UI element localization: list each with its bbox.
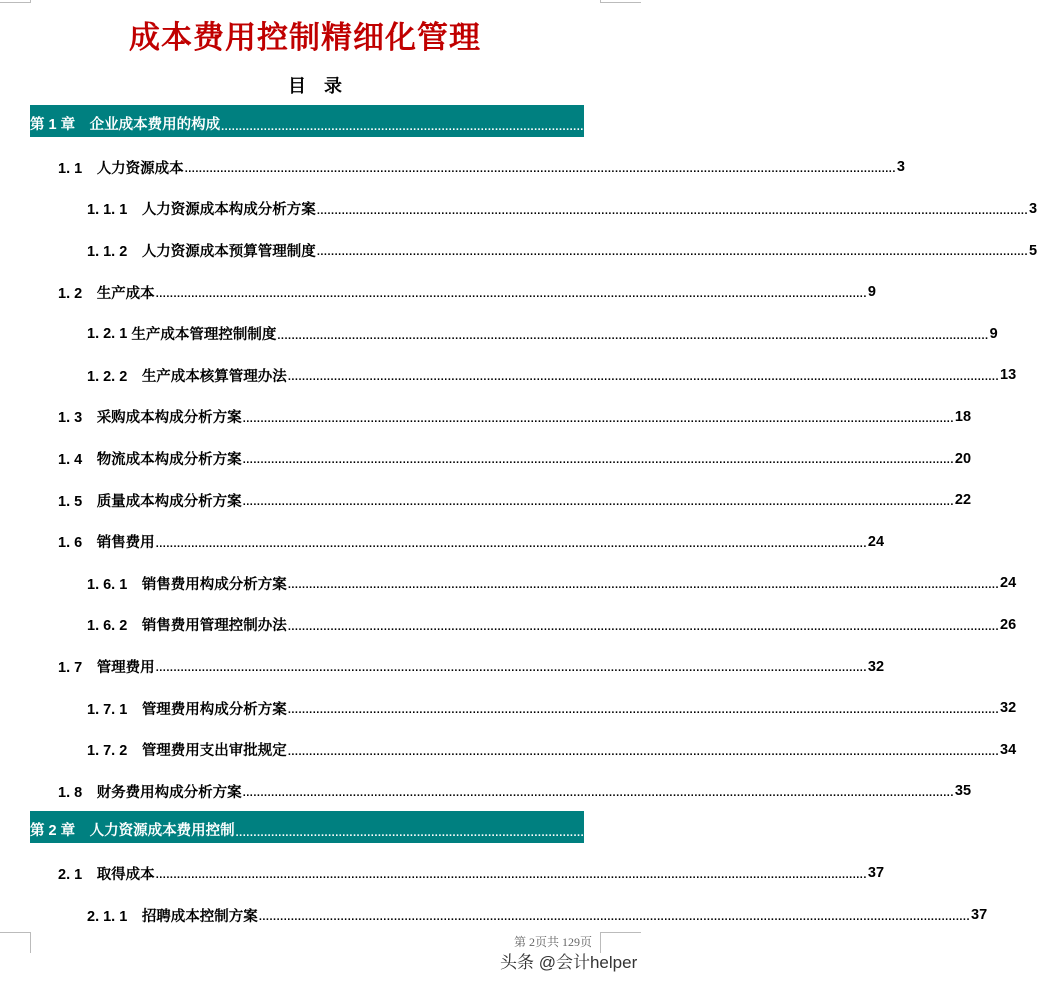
toc-entry-number: 1. 7 <box>58 660 97 677</box>
toc-entry-row[interactable] <box>30 646 885 688</box>
toc-entry-row[interactable] <box>30 771 972 813</box>
toc-entry-number: 1. 2. 1 <box>87 325 132 342</box>
toc-entry-page: 9 <box>989 325 998 342</box>
toc-dot-leader: ........................................................................................................................................................................................................ <box>242 454 954 467</box>
toc-dot-leader: ........................................................................................................................................................................................................ <box>287 703 1000 716</box>
toc-entry-label: 管理费用 <box>96 660 155 677</box>
toc-entry-number: 第 2 章 <box>30 823 90 840</box>
toc-dot-leader: ........................................................................................................................................................................................................ <box>221 121 933 133</box>
toc-entry-row[interactable] <box>30 604 1017 646</box>
page-footer: 第 2页共 129页 <box>514 935 593 949</box>
document-title: 成本费用控制精细化管理 <box>129 20 481 55</box>
toc-entry-page: 3 <box>933 118 942 134</box>
toc-entry-number: 1. 2. 2 <box>87 368 142 385</box>
toc-dot-leader: ........................................................................................................................................................................................................ <box>155 662 867 675</box>
watermark: 头条 @会计helper <box>500 953 638 972</box>
toc-entry-row[interactable] <box>30 521 885 563</box>
toc-entry-number: 第 1 章 <box>30 117 90 133</box>
toc-dot-leader: ........................................................................................................................................................................................................ <box>155 287 867 300</box>
toc-entry-number: 1. 7. 2 <box>87 743 142 760</box>
toc-entry-page: 35 <box>954 783 972 800</box>
toc-entry-page: 24 <box>1000 575 1017 592</box>
crop-mark <box>600 0 641 3</box>
toc-entry-label: 企业成本费用的构成 <box>89 117 221 133</box>
toc-entry-row[interactable] <box>30 729 1017 771</box>
toc-entry-label: 财务费用构成分析方案 <box>96 784 242 801</box>
toc-dot-leader: ........................................................................................................................................................................................................ <box>242 495 954 508</box>
toc-entry-row[interactable] <box>30 687 1017 729</box>
toc-entry-number: 1. 1. 1 <box>87 202 142 219</box>
toc-entry-page: 32 <box>867 658 885 675</box>
toc-entry-page: 32 <box>1000 700 1017 717</box>
toc-entry-label: 质量成本构成分析方案 <box>96 493 242 510</box>
toc-entry-row[interactable] <box>30 188 1037 230</box>
toc-entry-number: 2. 1. 1 <box>87 908 142 925</box>
toc-dot-leader: ........................................................................................................................................................................................................ <box>184 163 896 176</box>
toc-entry-label: 生产成本 <box>96 285 155 302</box>
toc-dot-leader: ........................................................................................................................................................................................................ <box>287 745 1000 758</box>
toc-entry-label: 物流成本构成分析方案 <box>96 452 242 469</box>
toc-entry-page: 37 <box>947 824 964 841</box>
toc-entry-page: 3 <box>896 159 905 176</box>
toc-entry-number: 1. 3 <box>58 410 97 427</box>
crop-mark <box>0 0 31 3</box>
toc-entry-number: 1. 6. 1 <box>87 576 142 593</box>
toc-entry-label: 人力资源成本构成分析方案 <box>141 202 316 219</box>
toc-entry-label: 管理费用构成分析方案 <box>141 701 287 718</box>
toc-entry-row[interactable] <box>30 563 1017 605</box>
toc-chapter-row[interactable] <box>30 811 964 843</box>
toc-dot-leader: ........................................................................................................................................................................................................ <box>316 204 1029 217</box>
toc-entry-page: 13 <box>1000 367 1017 384</box>
toc-entry-number: 1. 8 <box>58 784 97 801</box>
toc-entry-page: 18 <box>954 408 972 425</box>
toc-chapter-row[interactable] <box>30 105 942 137</box>
table-of-contents <box>30 106 1037 936</box>
toc-heading: 目 录 <box>288 76 342 96</box>
toc-entry-row[interactable] <box>30 853 885 895</box>
toc-dot-leader: ........................................................................................................................................................................................................ <box>258 910 971 923</box>
toc-dot-leader: ........................................................................................................................................................................................................ <box>287 579 1000 592</box>
toc-entry-label: 管理费用支出审批规定 <box>141 743 287 760</box>
toc-entry-page: 34 <box>1000 741 1017 758</box>
toc-entry-label: 生产成本核算管理办法 <box>141 368 287 385</box>
toc-entry-row[interactable] <box>30 147 905 189</box>
toc-entry-label: 采购成本构成分析方案 <box>96 410 242 427</box>
toc-dot-leader: ........................................................................................................................................................................................................ <box>287 620 1000 633</box>
toc-entry-label: 生产成本管理控制制度 <box>131 327 277 344</box>
toc-entry-label: 人力资源成本费用控制 <box>89 823 235 840</box>
toc-entry-number: 1. 6. 2 <box>87 618 142 635</box>
toc-entry-row[interactable] <box>30 271 876 313</box>
toc-entry-number: 1. 7. 1 <box>87 701 142 718</box>
toc-entry-page: 20 <box>954 450 972 467</box>
toc-entry-row[interactable] <box>30 313 998 355</box>
toc-entry-number: 2. 1 <box>58 866 97 883</box>
toc-entry-page: 24 <box>867 533 885 550</box>
toc-entry-page: 26 <box>1000 616 1017 633</box>
toc-entry-row[interactable] <box>30 438 972 480</box>
toc-entry-label: 销售费用 <box>96 535 155 552</box>
toc-entry-label: 销售费用构成分析方案 <box>141 576 287 593</box>
toc-entry-row[interactable] <box>30 479 972 521</box>
toc-entry-number: 1. 6 <box>58 535 97 552</box>
toc-dot-leader: ........................................................................................................................................................................................................ <box>277 329 989 342</box>
toc-entry-label: 取得成本 <box>96 866 155 883</box>
toc-entry-number: 1. 5 <box>58 493 97 510</box>
toc-entry-page: 3 <box>1029 200 1037 217</box>
toc-entry-row[interactable] <box>30 396 972 438</box>
toc-entry-number: 1. 1. 2 <box>87 244 142 261</box>
toc-entry-page: 22 <box>954 492 972 509</box>
toc-entry-row[interactable] <box>30 230 1037 272</box>
toc-entry-page: 9 <box>867 284 876 301</box>
toc-entry-label: 人力资源成本 <box>96 160 184 177</box>
toc-entry-row[interactable] <box>30 355 1017 397</box>
toc-entry-page: 37 <box>971 907 988 924</box>
toc-dot-leader: ........................................................................................................................................................................................................ <box>242 787 954 800</box>
toc-entry-page: 5 <box>1029 242 1037 259</box>
toc-entry-label: 招聘成本控制方案 <box>141 908 258 925</box>
crop-mark <box>0 932 31 953</box>
toc-dot-leader: ........................................................................................................................................................................................................ <box>155 537 867 550</box>
toc-dot-leader: ........................................................................................................................................................................................................ <box>155 869 867 882</box>
toc-dot-leader: ........................................................................................................................................................................................................ <box>287 371 1000 384</box>
toc-dot-leader: ........................................................................................................................................................................................................ <box>235 827 947 840</box>
toc-dot-leader: ........................................................................................................................................................................................................ <box>242 412 954 425</box>
toc-entry-number: 1. 2 <box>58 285 97 302</box>
toc-entry-label: 人力资源成本预算管理制度 <box>141 244 316 261</box>
toc-dot-leader: ........................................................................................................................................................................................................ <box>316 246 1029 259</box>
toc-entry-number: 1. 1 <box>58 160 97 177</box>
toc-entry-label: 销售费用管理控制办法 <box>141 618 287 635</box>
toc-entry-row[interactable] <box>30 894 988 936</box>
toc-entry-number: 1. 4 <box>58 452 97 469</box>
toc-entry-page: 37 <box>867 865 885 882</box>
